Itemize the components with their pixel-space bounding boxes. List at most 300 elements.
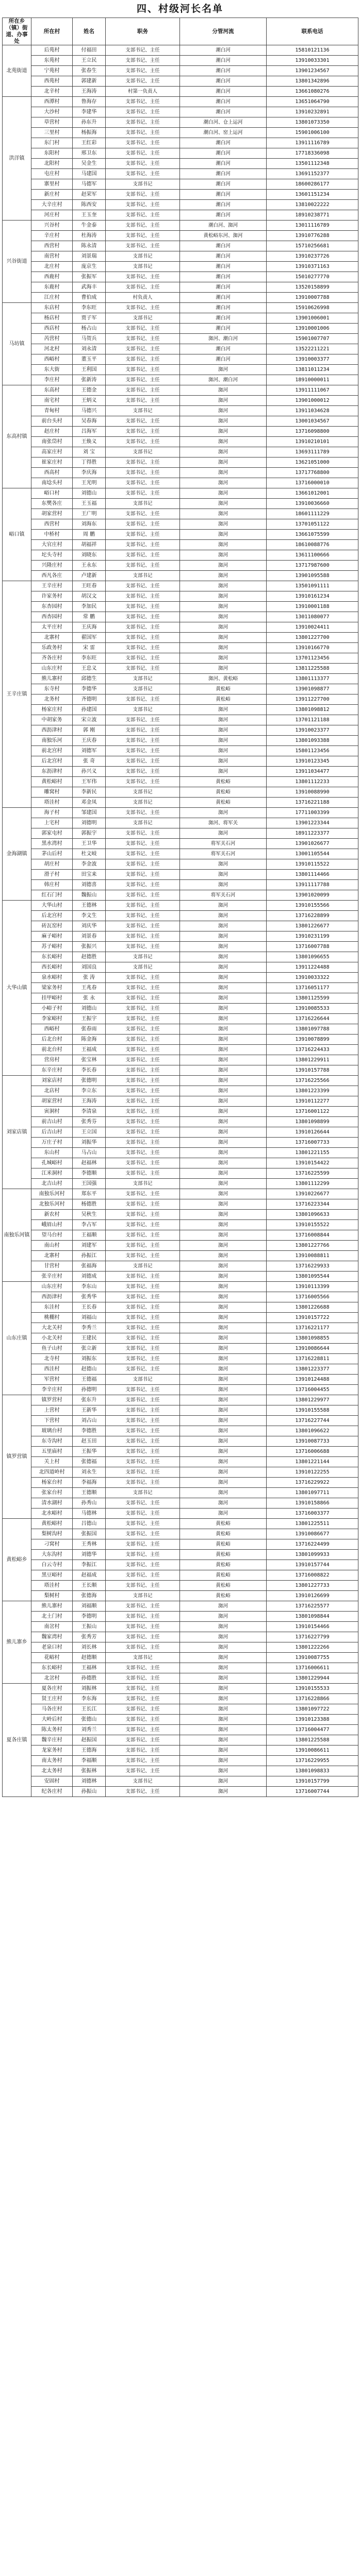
table-row [3,1447,358,1457]
name-cell: 胡汉文 [73,591,106,602]
river-cell: 潮白河 [180,148,267,159]
name-cell: 李东旺 [73,303,106,313]
phone-cell: 13801227700 [267,633,358,643]
name-cell: 李东旺 [73,653,106,664]
duty-cell: 支部书记、主任 [106,1457,180,1467]
village-cell: 寨里村 [31,179,73,190]
village-cell: 坨头寺村 [31,550,73,561]
river-cell: 洳河 [180,591,267,602]
name-cell: 张春雨 [73,1024,106,1035]
phone-cell: 13801114466 [267,870,358,880]
river-cell: 潮白河 [180,45,267,56]
name-cell: 刘景瑞 [73,251,106,262]
village-cell: 西营村 [31,241,73,251]
phone-cell: 13716227799 [267,1632,358,1642]
name-cell: 董玉平 [73,354,106,365]
duty-cell: 支部书记、主任 [106,983,180,993]
village-cell: 乐政务村 [31,643,73,653]
name-cell: 刘德山 [73,488,106,499]
river-cell: 潮白河 [180,76,267,87]
village-cell: 韩庄村 [31,880,73,890]
name-cell: 马德兴 [73,406,106,416]
duty-cell: 村负责人 [106,293,180,303]
phone-cell: 13716221177 [267,1323,358,1333]
duty-cell: 支部书记、主任 [106,138,180,148]
phone-cell: 13716001122 [267,1107,358,1117]
village-cell: 滑子村 [31,870,73,880]
duty-cell: 支部书记、主任 [106,1612,180,1622]
table-row [3,1519,358,1529]
phone-cell: 13801113377 [267,674,358,684]
duty-cell: 支部书记、主任 [106,478,180,488]
duty-cell: 支部书记、主任 [106,591,180,602]
table-row [3,1024,358,1035]
table-row [3,1045,358,1055]
river-cell: 潮白河 [180,66,267,76]
village-cell: 西沥津村 [31,1292,73,1302]
table-row [3,694,358,705]
river-cell: 洳河 [180,1478,267,1488]
table-row [3,334,358,344]
table-row [3,1715,358,1725]
phone-cell: 13716221188 [267,798,358,808]
table-row [3,1570,358,1581]
table-row [3,612,358,622]
village-cell: 安固村 [31,1776,73,1787]
table-row [3,1663,358,1673]
phone-cell: 13910086611 [267,1745,358,1756]
phone-cell: 13801095544 [267,1272,358,1282]
village-cell: 熊儿寨村 [31,674,73,684]
name-cell: 庞京生 [73,262,106,272]
duty-cell: 支部书记 [106,1776,180,1787]
phone-cell: 13701051122 [267,519,358,530]
name-cell: 宋 雷 [73,643,106,653]
table-row [3,1076,358,1086]
village-cell: 北土门村 [31,1612,73,1622]
header-name: 姓名 [73,18,106,45]
table-row [3,1313,358,1323]
village-cell: 北独乐河村 [31,1199,73,1210]
village-cell: 麻子峪村 [31,931,73,942]
village-river-chief-table [2,18,358,1797]
duty-cell: 支部书记、主任 [106,1168,180,1179]
phone-cell: 13716004455 [267,1385,358,1395]
table-row [3,818,358,828]
table-row [3,1745,358,1756]
phone-cell: 13910154466 [267,1622,358,1632]
table-row [3,1035,358,1045]
table-row [3,1272,358,1282]
river-cell: 洳河 [180,1076,267,1086]
name-cell: 李振江 [73,1560,106,1570]
river-cell: 潮白河、仓上运河 [180,117,267,128]
phone-cell: 13901020099 [267,890,358,901]
table-row [3,1622,358,1632]
duty-cell: 支部书记、主任 [106,942,180,952]
phone-cell: 13901098877 [267,684,358,694]
duty-cell: 支部书记 [106,571,180,581]
village-cell: 芮营村 [31,334,73,344]
name-cell: 李金波 [73,859,106,870]
table-row [3,942,358,952]
river-cell: 黄松峪 [180,777,267,787]
duty-cell: 支部书记、主任 [106,736,180,746]
phone-cell: 13801096633 [267,1210,358,1220]
name-cell: 王海涛 [73,87,106,97]
phone-cell: 13716229955 [267,1756,358,1766]
name-cell: 刘永清 [73,344,106,354]
table-row [3,767,358,777]
river-cell: 洳河 [180,1241,267,1251]
river-cell: 潮白河 [180,344,267,354]
river-cell: 洳河 [180,1436,267,1447]
name-cell: 牛金泰 [73,221,106,231]
table-row [3,653,358,664]
name-cell: 孙秀山 [73,1498,106,1509]
village-cell: 南独乐河 [31,736,73,746]
phone-cell: 13801221144 [267,1457,358,1467]
village-cell: 东门村 [31,138,73,148]
phone-cell: 13910086677 [267,1529,358,1539]
name-cell: 丁得胜 [73,457,106,468]
river-cell: 洳河 [180,921,267,931]
name-cell: 王立国 [73,1127,106,1138]
duty-cell: 支部书记、主任 [106,427,180,437]
village-cell: 李辛庄村 [31,1385,73,1395]
river-cell: 洳河 [180,427,267,437]
table-row [3,1282,358,1292]
table-row [3,344,358,354]
table-row [3,1364,358,1375]
name-cell: 杨占山 [73,324,106,334]
table-row [3,540,358,550]
table-row [3,715,358,725]
name-cell: 翟国军 [73,633,106,643]
duty-cell: 支部书记、主任 [106,97,180,107]
name-cell: 李清泉 [73,1107,106,1117]
river-cell: 洳河 [180,1447,267,1457]
name-cell: 李立东 [73,1086,106,1096]
phone-cell: 13716098800 [267,427,358,437]
name-cell: 孙振江 [73,1251,106,1261]
phone-cell: 13910157722 [267,1313,358,1323]
name-cell: 李德明 [73,1612,106,1622]
phone-cell: 17718336098 [267,148,358,159]
name-cell: 邢卫东 [73,148,106,159]
table-row [3,1333,358,1344]
phone-cell: 13801098812 [267,705,358,715]
village-cell: 宁苑村 [31,66,73,76]
duty-cell: 支部书记、主任 [106,45,180,56]
town-cell: 王辛庄镇 [3,581,31,808]
village-cell: 三里村 [31,128,73,138]
village-cell: 黄松峪村 [31,777,73,787]
village-cell: 北四道岭村 [31,1467,73,1478]
header-town: 所在乡（镇）街道、办事处 [3,18,31,45]
village-cell: 兴谷村 [31,221,73,231]
phone-cell: 13910157788 [267,1065,358,1076]
river-cell: 洳河 [180,396,267,406]
phone-cell: 13910157799 [267,1776,358,1787]
table-row [3,1199,358,1210]
document-page [2,0,358,1797]
river-cell: 黄松峪 [180,1550,267,1560]
village-cell: 黄松峪村 [31,1519,73,1529]
table-row [3,787,358,798]
river-cell: 黄松峪 [180,787,267,798]
phone-cell: 13910001006 [267,324,358,334]
name-cell: 陈永清 [73,241,106,251]
duty-cell: 支部书记 [106,674,180,684]
village-cell: 东寺村 [31,684,73,694]
village-cell: 熊儿寨村 [31,1601,73,1612]
phone-cell: 13801229911 [267,1055,358,1065]
table-row [3,437,358,447]
duty-cell: 支部书记、主任 [106,107,180,117]
village-cell: 西营村 [31,519,73,530]
river-cell: 潮白河 [180,354,267,365]
village-cell: 东沥津村 [31,767,73,777]
phone-cell: 13716051177 [267,983,358,993]
phone-cell: 13716225566 [267,1076,358,1086]
name-cell: 杜文岐 [73,849,106,859]
village-cell: 北店村 [31,1086,73,1096]
duty-cell: 支部书记、主任 [106,1364,180,1375]
village-cell: 高家庄村 [31,447,73,457]
river-cell: 潮白河 [180,159,267,169]
name-cell: 马贺兵 [73,334,106,344]
river-cell: 洳河、潮白河 [180,375,267,385]
village-cell: 东阳村 [31,148,73,159]
phone-cell: 13910231199 [267,931,358,942]
name-cell: 王兆春 [73,983,106,993]
river-cell: 洳河 [180,1642,267,1653]
table-row [3,1653,358,1663]
name-cell: 王庆春 [73,736,106,746]
town-cell: 马坊镇 [3,303,31,385]
duty-cell: 支部书记、主任 [106,581,180,591]
table-row [3,385,358,396]
duty-cell: 支部书记、主任 [106,931,180,942]
village-cell: 王辛庄村 [31,581,73,591]
river-cell: 洳河、黄松峪 [180,674,267,684]
name-cell: 杨振海 [73,128,106,138]
duty-cell: 支部书记 [106,962,180,973]
village-cell: 海子村 [31,808,73,818]
duty-cell: 支部书记、主任 [106,633,180,643]
phone-cell: 13716226644 [267,1014,358,1024]
duty-cell: 支部书记、主任 [106,1024,180,1035]
name-cell: 邹建国 [73,808,106,818]
river-cell: 洳河 [180,447,267,457]
table-row [3,1550,358,1560]
table-row [3,952,358,962]
duty-cell: 支部书记、主任 [106,282,180,293]
table-row [3,303,358,313]
phone-cell: 13801073350 [267,117,358,128]
village-cell: 北岔村 [31,1673,73,1684]
phone-cell: 13801225511 [267,1519,358,1529]
phone-cell: 13501112348 [267,159,358,169]
river-cell: 洳河 [180,1694,267,1704]
table-row [3,633,358,643]
table-row [3,931,358,942]
table-row [3,1766,358,1776]
phone-cell: 13910088811 [267,1251,358,1261]
name-cell: 曹伯成 [73,293,106,303]
river-cell: 洳河 [180,1395,267,1405]
phone-cell: 18600286177 [267,179,358,190]
name-cell: 王永东 [73,561,106,571]
river-cell: 洳河 [180,653,267,664]
duty-cell: 支部书记、主任 [106,1735,180,1745]
name-cell: 赵荣军 [73,190,106,200]
phone-cell: 13801098833 [267,1766,358,1776]
river-cell: 洳河 [180,1107,267,1117]
table-row [3,1138,358,1148]
river-cell: 黄松峪 [180,1581,267,1591]
village-cell: 杨家庄村 [31,705,73,715]
name-cell: 赵德山 [73,1364,106,1375]
phone-cell: 15901007707 [267,334,358,344]
name-cell: 杨德胜 [73,1199,106,1210]
phone-cell: 13661075599 [267,530,358,540]
name-cell: 吴春海 [73,416,106,427]
village-cell: 北寺村 [31,1354,73,1364]
duty-cell: 支部书记、主任 [106,849,180,859]
village-cell: 新庄村 [31,190,73,200]
table-row [3,107,358,117]
table-row [3,849,358,859]
name-cell: 吴金生 [73,159,106,169]
duty-cell: 支部书记、主任 [106,324,180,334]
village-cell: 峨眉山村 [31,1220,73,1230]
river-cell: 洳河 [180,633,267,643]
phone-cell: 13910088990 [267,787,358,798]
village-cell: 挂甲峪村 [31,993,73,1004]
river-cell: 洳河 [180,1612,267,1622]
name-cell: 李东山 [73,1282,106,1292]
village-cell: 镇罗营村 [31,1395,73,1405]
river-cell: 洳河 [180,499,267,509]
phone-cell: 13801093388 [267,736,358,746]
phone-cell: 13911034628 [267,406,358,416]
river-cell: 洳河 [180,1313,267,1323]
table-row [3,1230,358,1241]
name-cell: 王军伟 [73,777,106,787]
table-row [3,1642,358,1653]
name-cell: 张德明 [73,1076,106,1086]
duty-cell: 支部书记、主任 [106,1622,180,1632]
phone-cell: 13901026677 [267,839,358,849]
duty-cell: 支部书记、主任 [106,437,180,447]
duty-cell: 支部书记 [106,1653,180,1663]
table-row [3,993,358,1004]
phone-cell: 13910232891 [267,107,358,117]
phone-cell: 13801226688 [267,1302,358,1313]
table-row [3,251,358,262]
village-cell: 北吉山村 [31,1179,73,1189]
name-cell: 王焕义 [73,437,106,447]
village-cell: 李家峪村 [31,1014,73,1024]
phone-cell: 15801123456 [267,746,358,756]
river-cell: 洳河 [180,1272,267,1282]
phone-cell: 13910003377 [267,354,358,365]
phone-cell: 13910155533 [267,1684,358,1694]
name-cell: 付福田 [73,45,106,56]
village-cell: 北务村 [31,694,73,705]
phone-cell: 13801099933 [267,1550,358,1560]
duty-cell: 支部书记、主任 [106,808,180,818]
village-cell: 胡庄村 [31,859,73,870]
name-cell: 李文生 [73,911,106,921]
duty-cell: 支部书记、主任 [106,1096,180,1107]
phone-cell: 13910007788 [267,293,358,303]
phone-cell: 13910078899 [267,1035,358,1045]
phone-cell: 13910126644 [267,1127,358,1138]
village-cell: 泉水峪村 [31,973,73,983]
table-row [3,1673,358,1684]
phone-cell: 13716008822 [267,1570,358,1581]
table-row [3,684,358,694]
river-cell: 洳河 [180,1086,267,1096]
village-cell: 山东庄村 [31,1282,73,1292]
phone-cell: 13910115522 [267,859,358,870]
village-cell: 南营村 [31,251,73,262]
table-row [3,427,358,437]
phone-cell: 13691152377 [267,169,358,179]
name-cell: 赵德顺 [73,1653,106,1663]
duty-cell: 支部书记 [106,1179,180,1189]
name-cell: 周 鹏 [73,530,106,540]
village-cell: 前北宫村 [31,746,73,756]
name-cell: 王德海 [73,1745,106,1756]
village-cell: 赵庄村 [31,427,73,437]
village-cell: 贤王庄村 [31,1694,73,1704]
table-row [3,808,358,818]
village-cell: 望马台村 [31,1230,73,1241]
name-cell: 王玉福 [73,499,106,509]
river-cell: 潮白河 [180,87,267,97]
phone-cell: 13911224488 [267,962,358,973]
river-cell: 洳河 [180,550,267,561]
river-cell: 黄松峪 [180,1529,267,1539]
duty-cell: 支部书记、主任 [106,1241,180,1251]
duty-cell: 支部书记 [106,705,180,715]
town-cell: 夏各庄镇 [3,1684,31,1797]
name-cell: 郑东平 [73,1189,106,1199]
name-cell: 王长春 [73,1302,106,1313]
river-cell: 洳河 [180,1385,267,1395]
duty-cell: 支部书记、主任 [106,272,180,282]
river-cell: 洳河 [180,457,267,468]
table-row [3,293,358,303]
village-cell: 下营村 [31,1416,73,1426]
phone-cell: 13716005566 [267,1292,358,1302]
duty-cell: 支部书记 [106,952,180,962]
table-row [3,1251,358,1261]
village-cell: 东洼村 [31,1302,73,1313]
name-cell: 张春生 [73,66,106,76]
table-row [3,179,358,190]
name-cell: 齐德明 [73,694,106,705]
phone-cell: 13716225577 [267,1601,358,1612]
village-cell: 梨树村 [31,1591,73,1601]
duty-cell: 支部书记、主任 [106,1065,180,1076]
river-cell: 洳河 [180,664,267,674]
table-row [3,313,358,324]
